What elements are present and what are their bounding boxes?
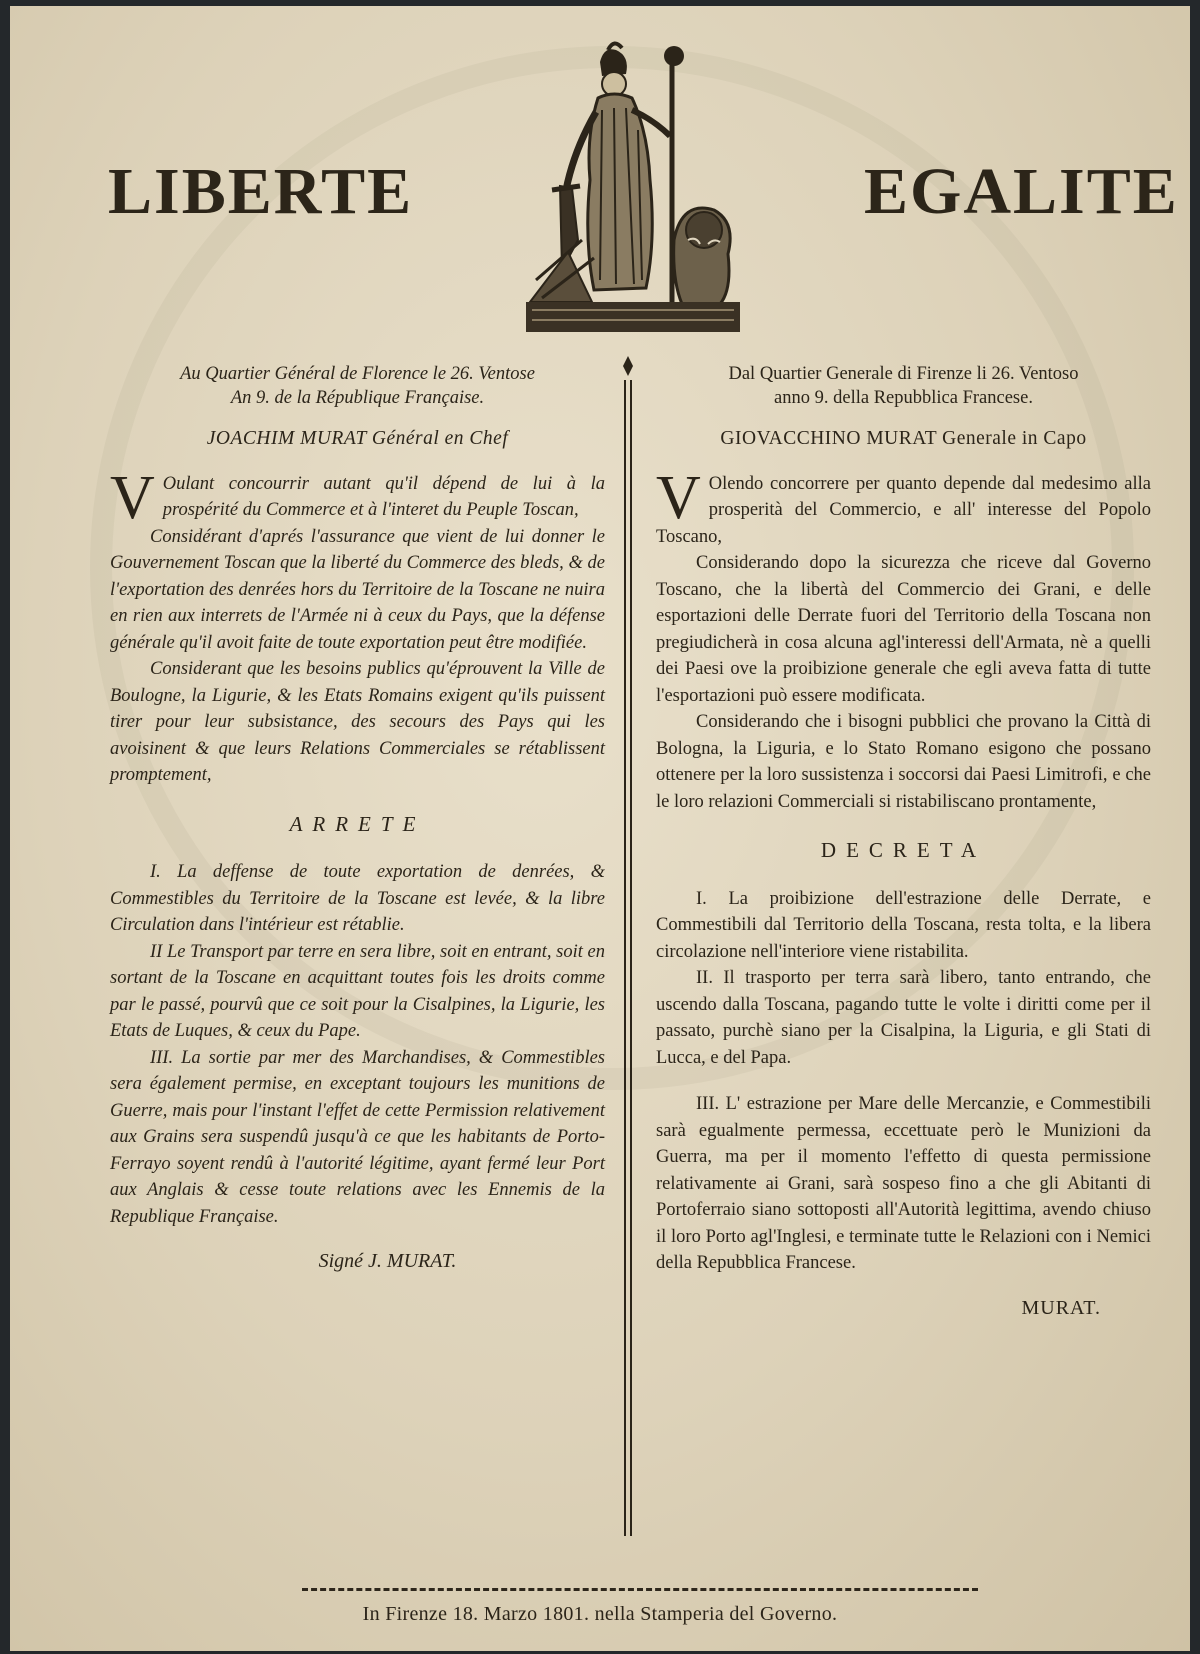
footer-dashed-rule: [302, 1588, 978, 1591]
italian-article-2: II. Il trasporto per terra sarà libero, tanto entrando, che uscendo dalla Toscana, pagando tutte le volte i diritti come per il passato, purchè siano per la Cisalpina, la Liguria, e gli Stati di Lucca, e del Papa.: [656, 968, 1151, 1068]
italian-dateline: [656, 362, 1151, 410]
italian-signature: MURAT.: [1021, 1296, 1101, 1319]
french-dateline-line-1: Au Quartier Général de Florence le 26. Ventose: [180, 364, 535, 384]
italian-dateline-line-2: anno 9. della Repubblica Francese.: [774, 388, 1033, 408]
italian-preamble-text: Olendo concorrere per quanto depende dal medesimo alla prosperità del Commercio, e all' interesse del Popolo Toscano,: [656, 473, 1151, 547]
italian-issuer-line: GIOVACCHINO MURAT Generale in Capo: [720, 428, 1087, 449]
french-section-heading: ARRETE: [289, 811, 426, 836]
french-dateline: [110, 362, 605, 410]
liberty-figure-woodcut-emblem: [522, 40, 744, 340]
french-issuer-line: JOACHIM MURAT Général en Chef: [206, 428, 509, 449]
french-considering-paragraph-2: Considerant que les besoins publics qu'éprouvent la Ville de Boulogne, la Ligurie, & les Etats Romains exigent qu'ils puissent tirer pour leur subsistance, des secours des Pays qui les avoisinent & que leurs Relations Commerciales se rétablissent promptement,: [110, 659, 605, 785]
french-signature: Signé J. MURAT.: [318, 1250, 457, 1272]
italian-considering-paragraph-2: Considerando che i bisogni pubblici che provano la Città di Bologna, la Liguria, e lo Stato Romano esigono che possano ottenere per la loro sussistenza i soccorsi dai Paesi Limitrofi, e che le loro relazioni Commerciali si ristabiliscano prontamente,: [656, 712, 1151, 812]
italian-considering-paragraph-1: Considerando dopo la sicurezza che riceve dal Governo Toscano, che la libertà del Commercio dei Grani, e delle esportazioni delle Derrate fuori del Territorio della Toscana non pregiudicherà in cosa alcuna agl'interessi dell'Armata, nè a quelli dei Paesi ove la proibizione generale che egli aveva fatta di tutte l'esportazioni può essere modificata.: [656, 553, 1151, 706]
french-preamble-text: Oulant concourrir autant qu'il dépend de lui à la prospérité du Commerce et à l'interet du Peuple Toscan,: [162, 473, 605, 520]
french-article-1: I. La deffense de toute exportation de denrées, & Commestibles du Territoire de la Toscane est levée, & la libre Circulation dans l'intérieur est rétablie.: [110, 862, 605, 935]
italian-dateline-line-1: Dal Quartier Generale di Firenze li 26. Ventoso: [728, 364, 1079, 384]
italian-drop-cap: V: [656, 463, 701, 532]
printed-decree-sheet: [10, 6, 1190, 1651]
french-article-2: II Le Transport par terre en sera libre, soit en entrant, soit en sortant de la Toscane en acquittant toutes fois les droits comme par le passé, pourvû que ce soit pour la Cisalpines, la Ligurie, les Etats de Luques, & ceux du Pape.: [110, 941, 605, 1041]
french-article-3: III. La sortie par mer des Marchandises, & Commestibles sera également permise, en exceptant toujours les munitions de Guerre, mais pour l'instant l'effet de cette Permission relativement aux Grains sera suspendû jusqu'à ce que les habitants de Porto-Ferrayo soyent rendû à l'autorité légitime, ayant fermé leur Port aux Anglais & cesse toute relations avec les Ennemis de la Republique Française.: [110, 1047, 605, 1227]
italian-text-column: [656, 362, 1151, 1321]
italian-section-heading: DECRETA: [820, 838, 987, 862]
column-divider-rule: [621, 356, 635, 1542]
title-egalite: EGALITE: [864, 155, 1179, 228]
printer-imprint: In Firenze 18. Marzo 1801. nella Stamperia del Governo.: [362, 1603, 838, 1625]
french-dateline-line-2: An 9. de la République Française.: [230, 388, 485, 408]
french-text-column: [110, 362, 605, 1275]
italian-preamble-paragraph: [656, 463, 1151, 551]
french-drop-cap: V: [110, 463, 155, 532]
title-liberte: LIBERTE: [108, 155, 414, 228]
french-preamble-paragraph: [110, 463, 605, 532]
french-considering-paragraph-1: Considérant d'aprés l'assurance que vient de lui donner le Gouvernement Toscan que la liberté du Commerce des bleds, & de l'exportation des denrées hors du Territoire de la Toscane ne nuira en rien aux interrets de l'Armée ni à ceux du Pays, que la défense générale qu'il avoit faite de toute exportation peut être modifiée.: [110, 526, 605, 653]
italian-article-1: I. La proibizione dell'estrazione delle Derrate, e Commestibili dal Territorio della Toscana, resta tolta, e la libera circolazione nell'interiore viene ristabilita.: [656, 888, 1151, 962]
italian-article-3: III. L' estrazione per Mare delle Mercanzie, e Commestibili sarà egualmente permessa, eccettuate però le Munizioni da Guerra, ma per il momento l'effetto di questa permissione relativamente ai Grani, sarà sospeso fino a che gli Abitanti di Portoferraio siano sottoposti all'Autorità legittima, avendo chiuso il loro Porto agl'Inglesi, e terminate tutte le Relazioni con i Nemici della Repubblica Francese.: [656, 1094, 1151, 1273]
